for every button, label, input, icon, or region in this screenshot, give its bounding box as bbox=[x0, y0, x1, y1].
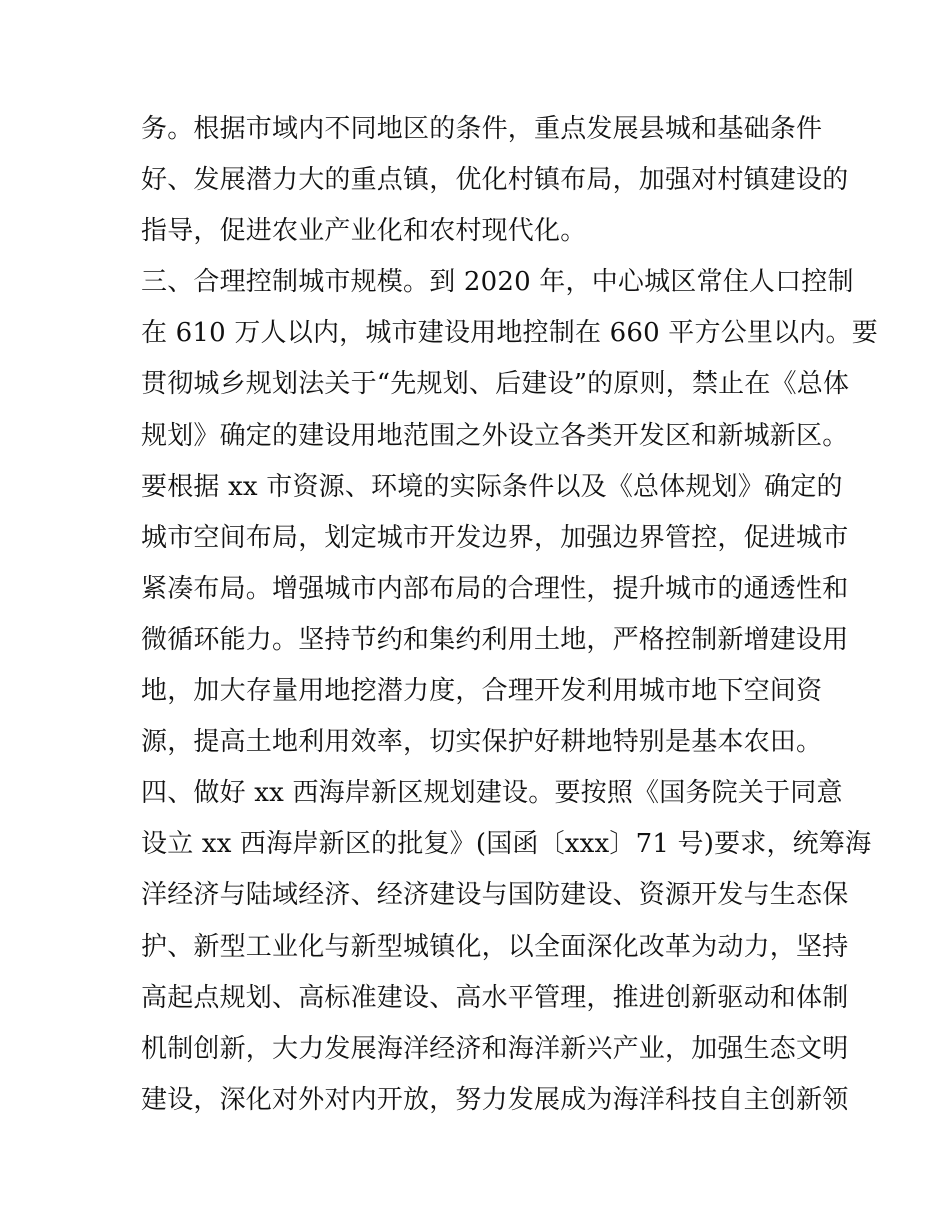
document-body bbox=[141, 104, 878, 1126]
text-line: 微循环能力。坚持节约和集约利用土地，严格控制新增建设用 bbox=[141, 624, 849, 655]
text-line: 务。根据市域内不同地区的条件，重点发展县城和基础条件 bbox=[141, 114, 823, 144]
text-line: 规划》确定的建设用地范围之外设立各类开发区和新城新区。 bbox=[141, 420, 849, 451]
text-line: 要根据 xx 市资源、环境的实际条件以及《总体规划》确定的 bbox=[141, 471, 843, 502]
text-line: 地，加大存量用地挖潜力度，合理开发利用城市地下空间资 bbox=[141, 676, 823, 707]
text-line: 建设，深化对外对内开放，努力发展成为海洋科技自主创新领 bbox=[141, 1084, 849, 1115]
text-line: 四、做好 xx 西海岸新区规划建设。要按照《国务院关于同意 bbox=[141, 778, 843, 809]
text-line: 指导，促进农业产业化和农村现代化。 bbox=[141, 216, 587, 247]
text-line: 在 610 万人以内，城市建设用地控制在 660 平方公里以内。要 bbox=[141, 318, 878, 349]
text-line: 设立 xx 西海岸新区的批复》(国函〔xxx〕71 号)要求，统筹海 bbox=[141, 829, 872, 860]
text-line: 高起点规划、高标准建设、高水平管理，推进创新驱动和体制 bbox=[141, 982, 849, 1013]
text-line: 洋经济与陆域经济、经济建设与国防建设、资源开发与生态保 bbox=[141, 880, 849, 911]
text-line: 城市空间布局，划定城市开发边界，加强边界管控，促进城市 bbox=[141, 522, 849, 553]
text-line: 好、发展潜力大的重点镇，优化村镇布局，加强对村镇建设的 bbox=[141, 165, 849, 196]
text-line: 机制创新，大力发展海洋经济和海洋新兴产业，加强生态文明 bbox=[141, 1033, 849, 1064]
text-line: 贯彻城乡规划法关于“先规划、后建设”的原则，禁止在《总体 bbox=[141, 369, 850, 400]
text-line: 三、合理控制城市规模。到 2020 年，中心城区常住人口控制 bbox=[141, 267, 854, 298]
text-line: 源，提高土地利用效率，切实保护好耕地特别是基本农田。 bbox=[141, 727, 823, 758]
text-line: 护、新型工业化与新型城镇化，以全面深化改革为动力，坚持 bbox=[141, 931, 849, 962]
text-line: 紧凑布局。增强城市内部布局的合理性，提升城市的通透性和 bbox=[141, 573, 849, 604]
